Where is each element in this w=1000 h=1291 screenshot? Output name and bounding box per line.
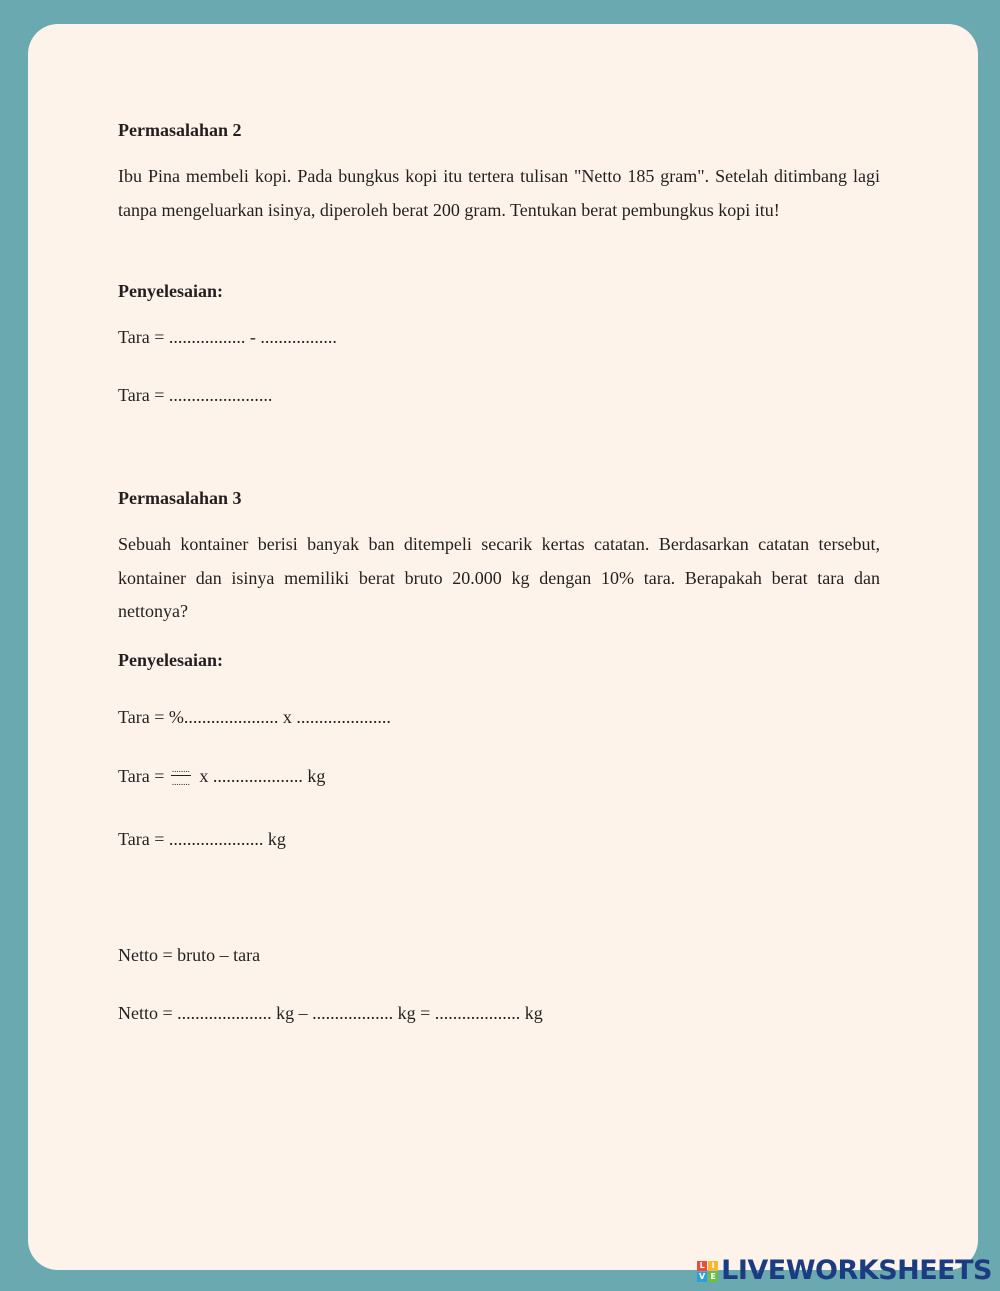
problem-2-heading: Permasalahan 2 [118,120,242,140]
problem-2-tara-formula[interactable]: Tara = ................. - ................. [118,327,337,347]
logo-letter: L [697,1261,707,1271]
tara-fraction-prefix: Tara = [118,766,165,786]
problem-2-tara-result[interactable]: Tara = ....................... [118,385,273,405]
problem-3-netto-formula: Netto = bruto – tara [118,945,261,965]
problem-3-question: Sebuah kontainer berisi banyak ban ditempeli secarik kertas catatan. Berdasarkan catatan tersebut, kontainer dan isinya memiliki berat bruto 20.000 kg dengan 10% tara. Berapakah berat tara dan nettonya? [118,534,880,621]
liveworksheets-logo-icon [697,1261,718,1282]
problem-3-solution-label: Penyelesaian: [118,650,223,670]
tara-fraction[interactable] [171,765,191,786]
worksheet-card [28,24,978,1270]
fraction-denominator[interactable]: ........ [171,777,190,788]
problem-3-tara-result[interactable]: Tara = ..................... kg [118,829,286,849]
problem-3-netto-result[interactable]: Netto = ..................... kg – .................. kg = ................... kg [118,1003,543,1023]
problem-2-question: Ibu Pina membeli kopi. Pada bungkus kopi itu tertera tulisan "Netto 185 gram". Setelah ditimbang lagi tanpa mengeluarkan isinya, diperoleh berat 200 gram. Tentukan berat pembungkus kopi itu! [118,166,880,220]
tara-fraction-suffix[interactable]: x .................... kg [199,766,326,786]
logo-letter: E [708,1272,718,1282]
problem-3-tara-formula[interactable]: Tara = %..................... x ..................... [118,707,391,727]
liveworksheets-wordmark: LIVEWORKSHEETS [721,1255,992,1286]
logo-letter: I [708,1261,718,1271]
problem-3-tara-fraction-line [118,765,325,788]
problem-3-heading: Permasalahan 3 [118,488,242,508]
fraction-numerator[interactable]: ........ [171,764,190,775]
problem-2-solution-label: Penyelesaian: [118,281,223,301]
liveworksheets-brand [697,1257,992,1285]
logo-letter: V [699,1272,706,1281]
